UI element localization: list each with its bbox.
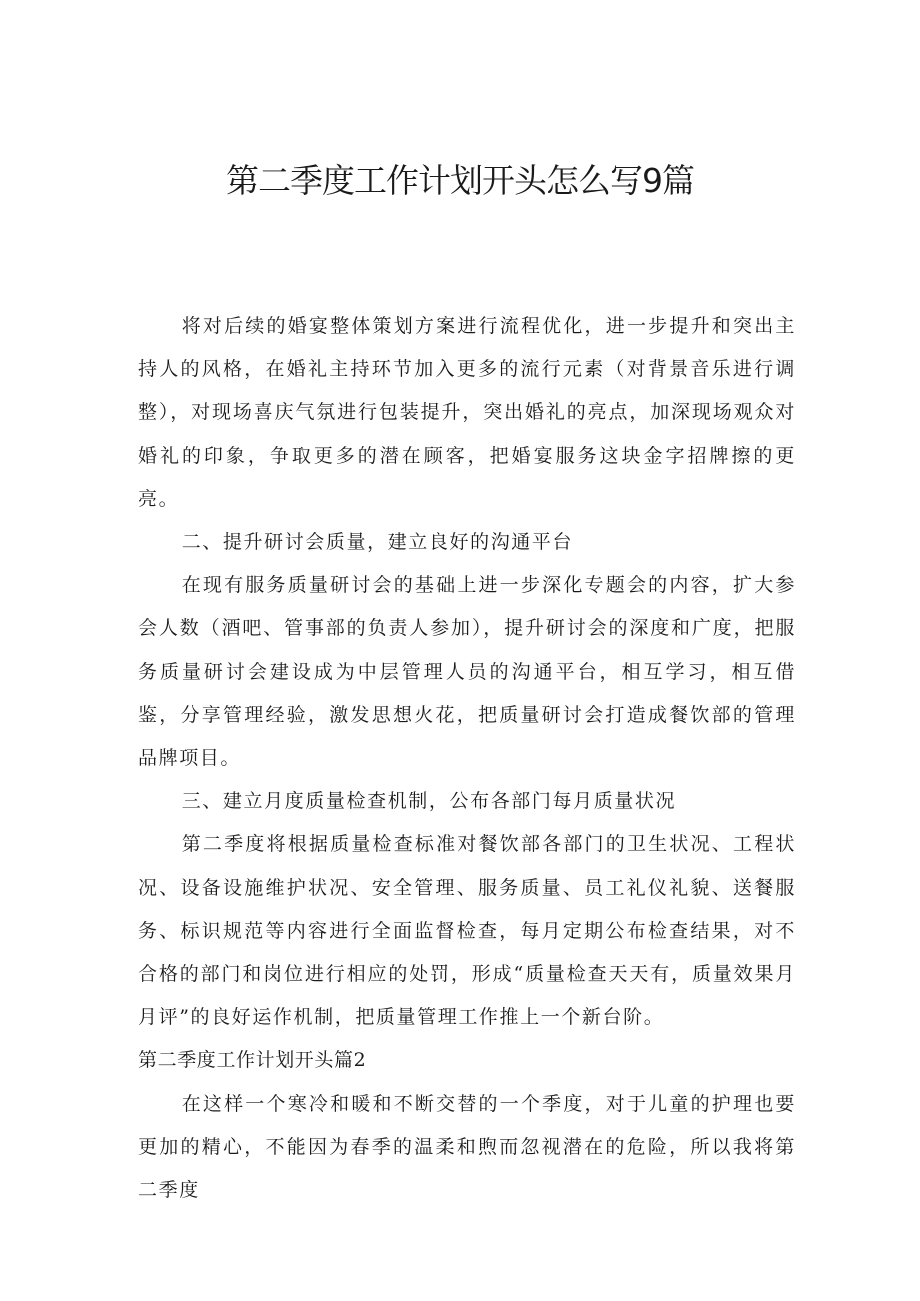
section-heading: 三、建立月度质量检查机制，公布各部门每月质量状况: [181, 790, 677, 813]
body-paragraph: 将对后续的婚宴整体策划方案进行流程优化，进一步提升和突出主持人的风格，在婚礼主持环节加入更多的流行元素（对背景音乐进行调整），对现场喜庆气氛进行包装提升，突出婚礼的亮点，加深现场观众对婚礼的印象，争取更多的潜在顾客，把婚宴服务这块金字招牌擦的更亮。: [138, 315, 796, 510]
document-body: [138, 305, 796, 1212]
document-title: 第二季度工作计划开头怎么写9篇: [226, 161, 694, 200]
section-heading: 二、提升研讨会质量，建立良好的沟通平台: [181, 531, 574, 554]
body-paragraph: 在现有服务质量研讨会的基础上进一步深化专题会的内容，扩大参会人数（酒吧、管事部的负责人参加），提升研讨会的深度和广度，把服务质量研讨会建设成为中层管理人员的沟通平台，相互学习，相互借鉴，分享管理经验，激发思想火花，把质量研讨会打造成餐饮部的管理品牌项目。: [138, 574, 796, 770]
body-paragraph: 第二季度将根据质量检查标准对餐饮部各部门的卫生状况、工程状况、设备设施维护状况、安全管理、服务质量、员工礼仪礼貌、送餐服务、标识规范等内容进行全面监督检查，每月定期公布检查结果，对不合格的部门和岗位进行相应的处罚，形成“质量检查天天有，质量效果月月评”的良好运作机制，把质量管理工作推上一个新台阶。: [138, 833, 796, 1029]
body-paragraph: 在这样一个寒冷和暖和不断交替的一个季度，对于儿童的护理也要更加的精心，不能因为春季的温柔和煦而忽视潜在的危险，所以我将第二季度: [138, 1092, 796, 1202]
article-subtitle: 第二季度工作计划开头篇2: [138, 1049, 367, 1072]
